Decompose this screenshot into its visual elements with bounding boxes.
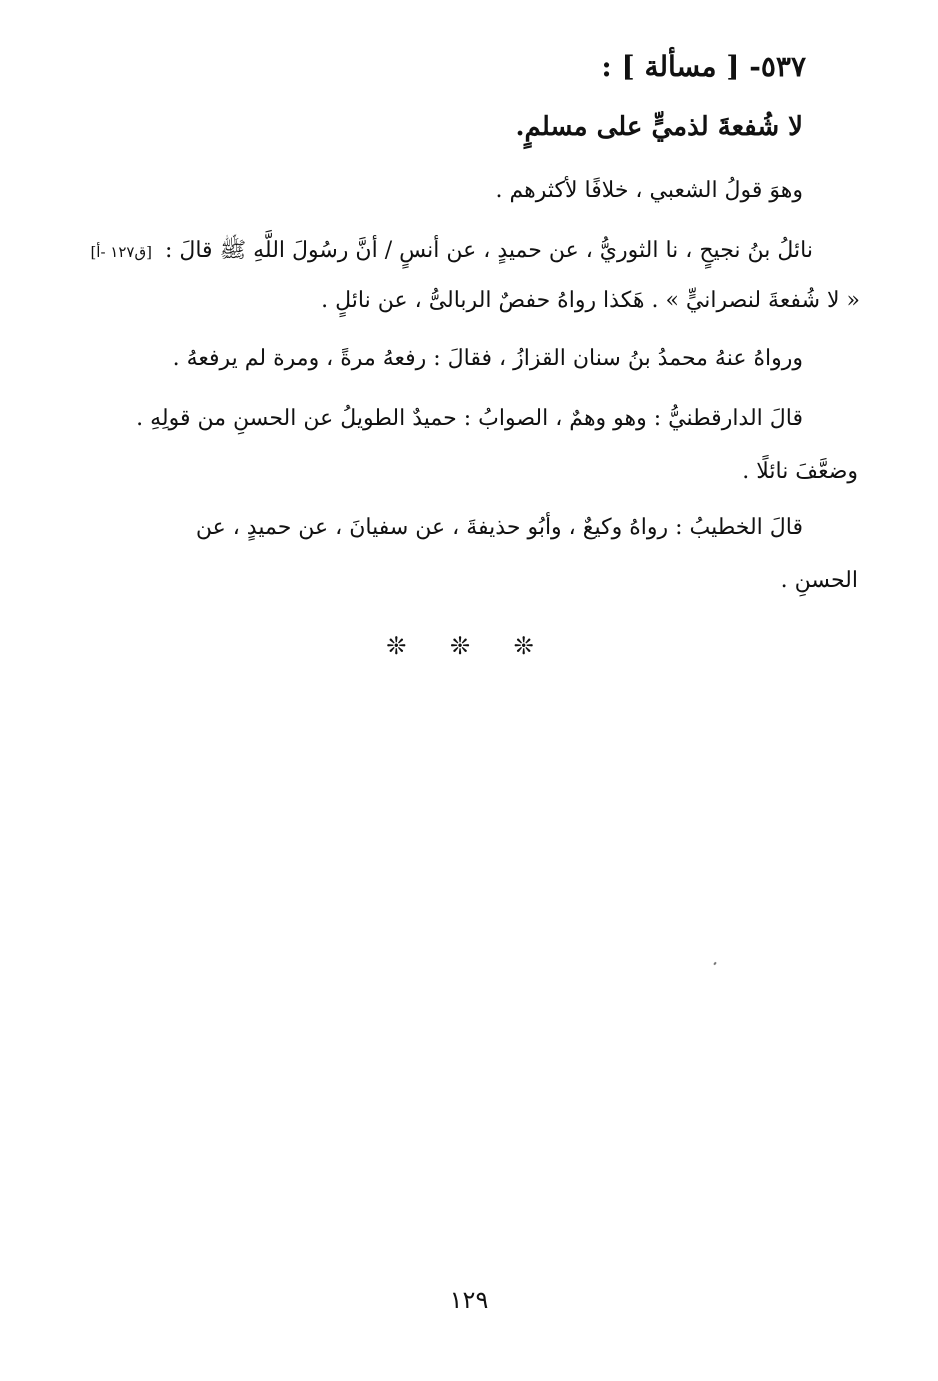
issue-subheading: لا شُفعةَ لذميٍّ على مسلمٍ. <box>515 112 803 142</box>
page-number: ١٢٩ <box>449 1286 489 1314</box>
text-line-3: « لا شُفعةَ لنصرانيٍّ » . هَكذا رواهُ حفصٌ الربالىُّ ، عن نائلٍ . <box>321 288 860 313</box>
text-line-1: وهوَ قولُ الشعبي ، خلافًا لأكثرهم . <box>495 178 803 203</box>
section-separator: ❊ ❊ ❊ <box>386 632 552 660</box>
text-line-8: الحسنِ . <box>780 568 858 593</box>
issue-heading: ٥٣٧- [ مسألة ] : <box>601 50 806 83</box>
text-line-7: قالَ الخطيبُ : رواهُ وكيعٌ ، وأبُو حذيفةَ ، عن سفيانَ ، عن حميدٍ ، عن <box>195 515 803 540</box>
scan-speck <box>713 962 716 966</box>
text-line-5: قالَ الدارقطنيُّ : وهو وهمٌ ، الصوابُ : حميدٌ الطويلُ عن الحسنِ من قولِهِ . <box>136 406 803 431</box>
text-line-6: وضعَّفَ نائلًا . <box>742 459 858 484</box>
text-line-4: ورواهُ عنهُ محمدُ بنُ سنان القزازُ ، فقالَ : رفعهُ مرةً ، ومرة لم يرفعهُ . <box>172 346 803 371</box>
text-line-2-content: نائلُ بنُ نجيحٍ ، نا الثوريُّ ، عن حميدٍ ، عن أنسٍ / أنَّ رسُولَ اللَّهِ ﷺ قالَ : <box>164 238 813 263</box>
text-line-2 <box>90 236 813 268</box>
manuscript-folio-note: [ق١٢٧ -أ] <box>90 243 152 261</box>
